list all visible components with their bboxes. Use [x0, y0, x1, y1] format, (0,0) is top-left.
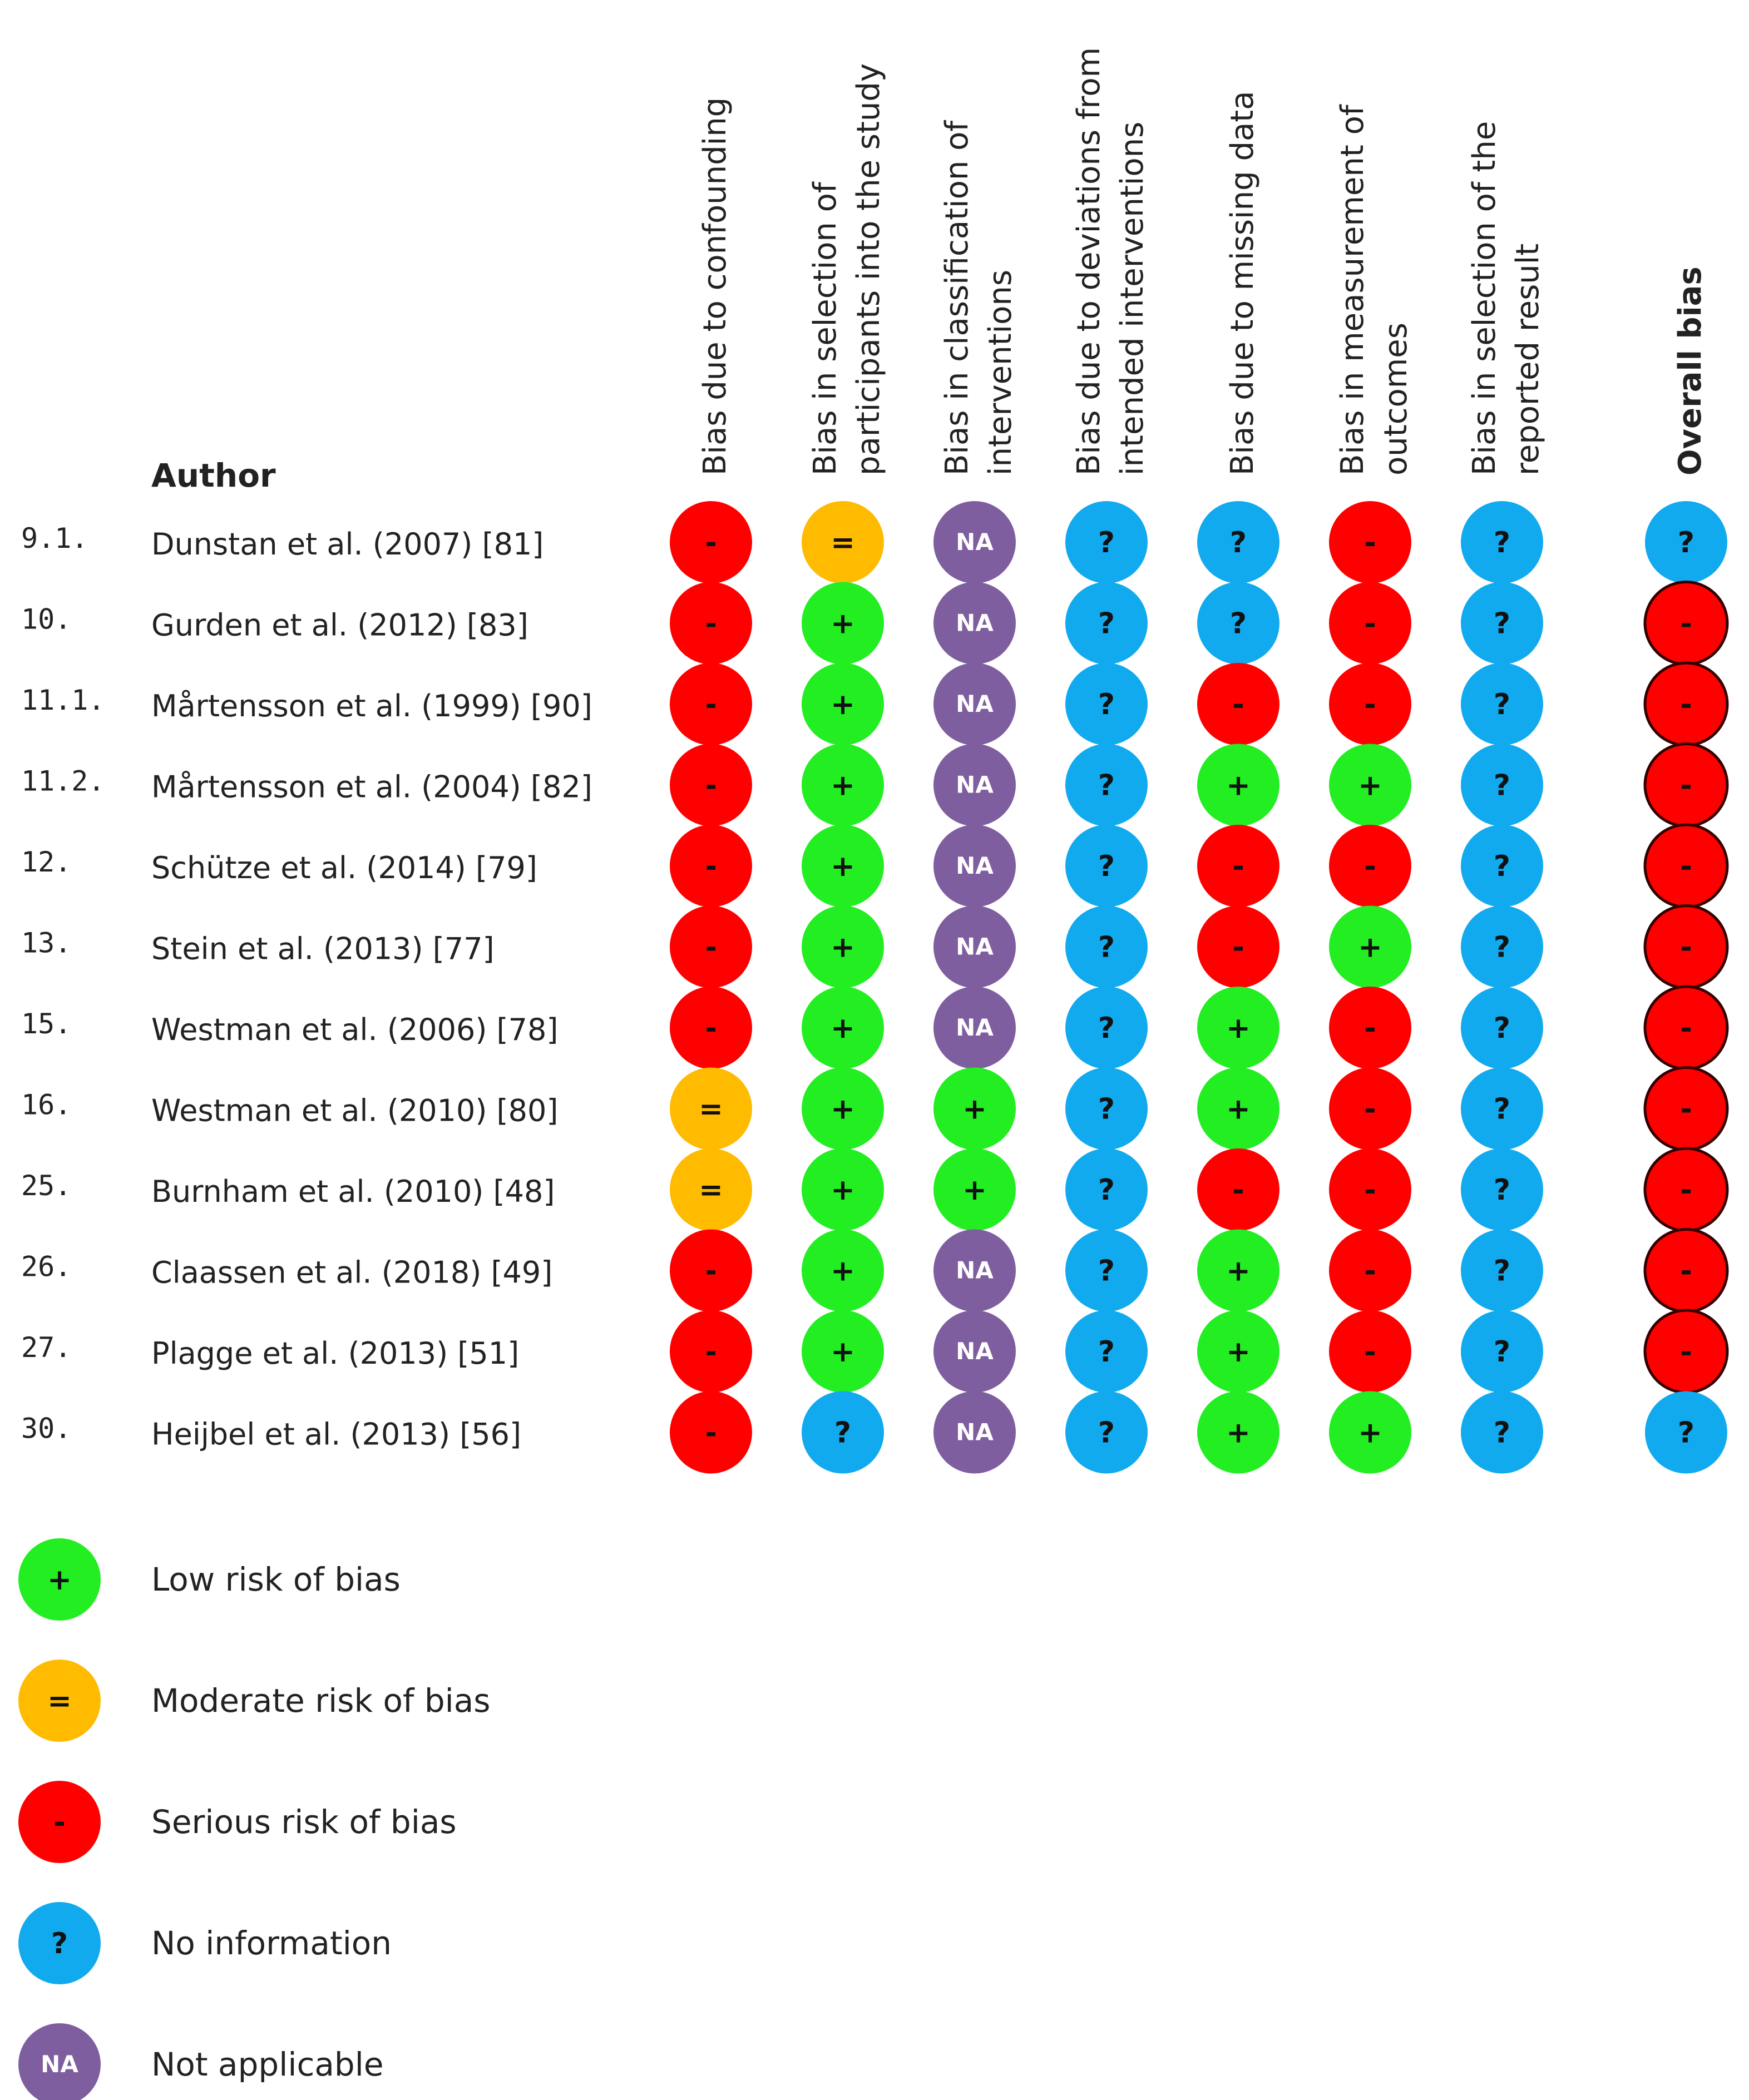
- rating-dot-low: [933, 1148, 1016, 1231]
- rating-symbol: +: [1358, 769, 1382, 803]
- domain-header-line: reported result: [1510, 243, 1546, 476]
- rating-symbol: -: [705, 769, 717, 803]
- rating-symbol: -: [1680, 607, 1692, 641]
- domain-header-bias-in-selection-of-the-reported-result: [1466, 121, 1546, 476]
- rating-dot-serious: [1645, 663, 1727, 745]
- table-row: [21, 1148, 1727, 1231]
- rating-symbol: ?: [1677, 526, 1695, 559]
- rating-symbol: -: [1680, 688, 1692, 721]
- study-author: Dunstan et al. (2007) [81]: [151, 527, 544, 562]
- study-id: 11.1.: [21, 684, 105, 716]
- rating-symbol: -: [1680, 1335, 1692, 1369]
- rating-symbol: -: [1364, 1012, 1376, 1045]
- legend-item-noinfo: [18, 1902, 392, 1984]
- rating-symbol: -: [1232, 850, 1244, 883]
- rating-symbol: NA: [956, 690, 994, 717]
- table-row: [21, 1068, 1727, 1150]
- rating-symbol: NA: [956, 933, 994, 960]
- rating-dot-low: [1197, 744, 1279, 826]
- rating-symbol: ?: [1493, 526, 1511, 559]
- rating-symbol: NA: [956, 1014, 994, 1041]
- rating-symbol: ?: [1098, 1092, 1115, 1126]
- rating-symbol: ?: [1098, 688, 1115, 721]
- legend: [18, 1538, 491, 2100]
- study-id: 27.: [21, 1331, 72, 1364]
- rating-symbol: -: [705, 930, 717, 964]
- rating-dot-serious: [1645, 1310, 1727, 1393]
- rating-dot-moderate: [670, 1148, 752, 1231]
- study-id: 16.: [21, 1088, 72, 1121]
- rating-dot-noinfo: [1065, 825, 1148, 907]
- rating-symbol: -: [1232, 930, 1244, 964]
- rating-dot-low: [802, 1068, 884, 1150]
- rating-symbol: -: [705, 688, 717, 721]
- rating-symbol: +: [831, 1254, 855, 1288]
- rating-symbol: +: [831, 1173, 855, 1207]
- rating-dot-low: [1329, 906, 1411, 988]
- rating-dot-noinfo: [1065, 906, 1148, 988]
- rating-symbol: ?: [1493, 1173, 1511, 1207]
- rating-symbol: ?: [1098, 930, 1115, 964]
- domain-header-line: Bias in selection of the: [1466, 121, 1503, 476]
- rating-symbol: -: [705, 850, 717, 883]
- rating-symbol: +: [1226, 1254, 1251, 1288]
- rating-dot-noinfo: [1065, 501, 1148, 583]
- study-author: Claassen et al. (2018) [49]: [151, 1255, 553, 1290]
- domain-header-line: Bias in selection of: [807, 182, 843, 476]
- domain-header-bias-in-measurement-of-outcomes: [1335, 104, 1414, 476]
- rating-symbol: +: [1226, 1092, 1251, 1126]
- rating-dot-serious: [1329, 1068, 1411, 1150]
- rating-dot-noinfo: [1461, 1230, 1543, 1312]
- rating-dot-low: [802, 1230, 884, 1312]
- study-id: 9.1.: [21, 522, 88, 554]
- rating-dot-serious: [1645, 987, 1727, 1069]
- legend-label: Low risk of bias: [151, 1561, 401, 1598]
- rating-dot-serious: [1329, 825, 1411, 907]
- rating-symbol: -: [1364, 850, 1376, 883]
- rating-dot-serious: [1645, 1148, 1727, 1231]
- study-id: 11.2.: [21, 765, 105, 798]
- rating-symbol: -: [1680, 1012, 1692, 1045]
- table-row: [21, 744, 1727, 826]
- rating-dot-noinfo: [1065, 582, 1148, 665]
- author-header: Author: [151, 457, 276, 494]
- rating-dot-serious: [1645, 1068, 1727, 1150]
- study-id: 10.: [21, 603, 72, 636]
- study-author: Gurden et al. (2012) [83]: [151, 607, 528, 643]
- rating-dot-serious: [670, 906, 752, 988]
- rating-symbol: +: [831, 850, 855, 883]
- rating-symbol: ?: [1098, 850, 1115, 883]
- rating-symbol: -: [1680, 850, 1692, 883]
- rating-symbol: ?: [1493, 930, 1511, 964]
- legend-item-na: [18, 2023, 384, 2100]
- rating-symbol: ?: [1098, 769, 1115, 803]
- table-row: [21, 825, 1727, 907]
- rating-dot-low: [1197, 1391, 1279, 1474]
- rating-dot-noinfo: [1065, 1148, 1148, 1231]
- rating-dot-noinfo: [1065, 987, 1148, 1069]
- rating-dot-noinfo: [1461, 501, 1543, 583]
- legend-symbol: =: [47, 1685, 72, 1718]
- legend-label: Not applicable: [151, 2045, 384, 2083]
- rating-dot-serious: [1329, 1148, 1411, 1231]
- rating-dot-noinfo: [1065, 1310, 1148, 1393]
- rating-dot-noinfo: [1461, 1310, 1543, 1393]
- study-id: 26.: [21, 1250, 72, 1283]
- study-author: Plagge et al. (2013) [51]: [151, 1336, 520, 1371]
- rating-dot-noinfo: [1065, 1230, 1148, 1312]
- rating-symbol: +: [1226, 1335, 1251, 1369]
- rating-symbol: -: [705, 1335, 717, 1369]
- domain-header-bias-in-selection-of-participants-into-the-study: [807, 63, 887, 476]
- rating-dot-na: [933, 744, 1016, 826]
- rating-dot-noinfo: [1461, 1391, 1543, 1474]
- study-id: 12.: [21, 846, 72, 878]
- rating-dot-na: [933, 1230, 1016, 1312]
- rating-dot-noinfo: [1065, 1068, 1148, 1150]
- legend-label: No information: [151, 1924, 392, 1962]
- rating-dot-low: [802, 582, 884, 665]
- table-row: [21, 1391, 1727, 1474]
- rating-dot-low: [1197, 987, 1279, 1069]
- rating-symbol: ?: [1098, 526, 1115, 559]
- domain-header-line: Bias in measurement of: [1335, 105, 1371, 476]
- rating-symbol: ?: [1098, 1173, 1115, 1207]
- rating-dot-serious: [1645, 825, 1727, 907]
- rating-symbol: ?: [1098, 1254, 1115, 1288]
- rating-dot-low: [802, 1148, 884, 1231]
- rating-symbol: NA: [956, 771, 994, 799]
- rating-dot-low: [802, 906, 884, 988]
- rating-symbol: -: [1364, 688, 1376, 721]
- domain-header-line: Overall bias: [1672, 266, 1708, 476]
- domain-header-overall-bias: [1672, 266, 1708, 476]
- rating-dot-na: [933, 663, 1016, 745]
- study-author: Heijbel et al. (2013) [56]: [151, 1416, 522, 1452]
- rating-symbol: ?: [1493, 769, 1511, 803]
- study-author: Stein et al. (2013) [77]: [151, 931, 495, 967]
- rating-dot-noinfo: [1461, 1148, 1543, 1231]
- rating-symbol: ?: [1493, 1092, 1511, 1126]
- study-author: Westman et al. (2010) [80]: [151, 1093, 559, 1128]
- rating-symbol: +: [1226, 1416, 1251, 1450]
- domain-header-line: intended interventions: [1114, 121, 1150, 476]
- rating-symbol: -: [705, 607, 717, 641]
- rating-dot-low: [802, 1310, 884, 1393]
- rating-symbol: -: [1680, 1254, 1692, 1288]
- rating-symbol: ?: [1098, 1335, 1115, 1369]
- rating-dot-low: [802, 663, 884, 745]
- rating-dot-na: [933, 987, 1016, 1069]
- legend-item-serious: [18, 1781, 457, 1863]
- rating-symbol: ?: [1098, 1012, 1115, 1045]
- rating-symbol: +: [962, 1092, 987, 1126]
- rating-symbol: ?: [1229, 526, 1247, 559]
- rating-symbol: -: [1364, 1173, 1376, 1207]
- rating-symbol: -: [1680, 769, 1692, 803]
- legend-item-low: [18, 1538, 401, 1621]
- rating-dot-na: [933, 582, 1016, 665]
- rating-dot-low: [1197, 1310, 1279, 1393]
- rating-dot-low: [933, 1068, 1016, 1150]
- rating-dot-low: [1329, 1391, 1411, 1474]
- legend-symbol: NA: [41, 2051, 78, 2078]
- study-author: Westman et al. (2006) [78]: [151, 1012, 559, 1047]
- rating-symbol: NA: [956, 528, 994, 556]
- domain-header-bias-due-to-missing-data: [1224, 91, 1261, 476]
- rating-dot-noinfo: [1461, 582, 1543, 665]
- rating-symbol: ?: [1493, 1254, 1511, 1288]
- rating-dot-noinfo: [1065, 744, 1148, 826]
- rating-dot-noinfo: [1645, 501, 1727, 583]
- rating-symbol: -: [1364, 607, 1376, 641]
- legend-item-moderate: [18, 1660, 491, 1742]
- rating-dot-low: [802, 987, 884, 1069]
- rating-dot-serious: [670, 825, 752, 907]
- rating-dot-na: [933, 825, 1016, 907]
- rating-dot-serious: [1645, 744, 1727, 826]
- rating-symbol: ?: [1677, 1416, 1695, 1450]
- rating-dot-serious: [1197, 663, 1279, 745]
- study-author: Burnham et al. (2010) [48]: [151, 1174, 555, 1209]
- domain-header-line: Bias in classification of: [939, 120, 975, 476]
- rating-symbol: -: [1364, 1254, 1376, 1288]
- rating-symbol: -: [705, 1012, 717, 1045]
- rating-symbol: NA: [956, 609, 994, 637]
- rating-dot-serious: [670, 1230, 752, 1312]
- table-row: [21, 582, 1727, 665]
- rating-symbol: ?: [1229, 607, 1247, 641]
- rating-symbol: NA: [956, 1338, 994, 1365]
- rating-symbol: +: [831, 688, 855, 721]
- rating-symbol: -: [705, 1416, 717, 1450]
- rating-dot-serious: [1197, 906, 1279, 988]
- domain-header-line: Bias due to confounding: [697, 97, 733, 476]
- rating-symbol: +: [831, 930, 855, 964]
- rating-symbol: -: [1680, 1092, 1692, 1126]
- legend-symbol: ?: [51, 1927, 68, 1960]
- rating-symbol: -: [1364, 526, 1376, 559]
- rating-dot-noinfo: [1461, 825, 1543, 907]
- rating-dot-serious: [670, 582, 752, 665]
- rating-dot-noinfo: [1461, 663, 1543, 745]
- rating-symbol: +: [831, 769, 855, 803]
- rating-symbol: -: [1232, 688, 1244, 721]
- rating-symbol: =: [699, 1092, 723, 1126]
- legend-label: Serious risk of bias: [151, 1803, 457, 1841]
- rating-symbol: ?: [1493, 688, 1511, 721]
- rating-dot-na: [933, 501, 1016, 583]
- rating-symbol: =: [699, 1173, 723, 1207]
- rating-symbol: -: [1680, 930, 1692, 964]
- rating-symbol: ?: [1098, 607, 1115, 641]
- rating-dot-serious: [1197, 1148, 1279, 1231]
- rating-symbol: +: [1226, 769, 1251, 803]
- rating-dot-serious: [670, 987, 752, 1069]
- rating-dot-serious: [1329, 501, 1411, 583]
- domain-header-line: outcomes: [1378, 323, 1414, 476]
- rating-symbol: ?: [1493, 1416, 1511, 1450]
- rating-dot-serious: [1645, 1230, 1727, 1312]
- rating-symbol: NA: [956, 1256, 994, 1284]
- rating-dot-serious: [1329, 987, 1411, 1069]
- study-id: 25.: [21, 1170, 72, 1202]
- rating-dot-moderate: [670, 1068, 752, 1150]
- rating-symbol: ?: [1493, 850, 1511, 883]
- domain-header-bias-in-classification-of-interventions: [939, 120, 1019, 476]
- rating-symbol: +: [1358, 1416, 1382, 1450]
- rating-symbol: ?: [1493, 1335, 1511, 1369]
- table-row: [21, 501, 1727, 583]
- rating-dot-low: [802, 825, 884, 907]
- rating-dot-serious: [670, 1391, 752, 1474]
- domain-header-line: participants into the study: [851, 63, 887, 476]
- domain-header-bias-due-to-deviations-from-intended-interventions: [1071, 47, 1150, 476]
- study-author: Schütze et al. (2014) [79]: [151, 850, 537, 885]
- rating-symbol: ?: [1493, 607, 1511, 641]
- table-row: [21, 906, 1727, 988]
- rating-dot-noinfo: [802, 1391, 884, 1474]
- rating-dot-noinfo: [1197, 582, 1279, 665]
- rating-symbol: -: [705, 526, 717, 559]
- rating-dot-na: [933, 1391, 1016, 1474]
- rating-symbol: NA: [956, 852, 994, 879]
- rating-symbol: -: [705, 1254, 717, 1288]
- rating-dot-low: [1197, 1068, 1279, 1150]
- study-author: Mårtensson et al. (1999) [90]: [151, 689, 592, 724]
- rating-symbol: -: [1364, 1092, 1376, 1126]
- rating-dot-serious: [1329, 1310, 1411, 1393]
- rating-dot-noinfo: [1461, 1068, 1543, 1150]
- rating-symbol: +: [831, 1012, 855, 1045]
- rating-dot-moderate: [802, 501, 884, 583]
- rating-dot-serious: [1645, 906, 1727, 988]
- rating-symbol: +: [831, 1092, 855, 1126]
- rating-dot-noinfo: [1461, 744, 1543, 826]
- rating-symbol: ?: [1493, 1012, 1511, 1045]
- rating-dot-low: [1329, 744, 1411, 826]
- legend-symbol: -: [53, 1806, 66, 1839]
- rating-dot-noinfo: [1461, 987, 1543, 1069]
- domain-header-line: interventions: [982, 269, 1019, 476]
- legend-symbol: +: [47, 1563, 72, 1597]
- rating-dot-low: [1197, 1230, 1279, 1312]
- rating-symbol: NA: [956, 1418, 994, 1446]
- table-row: [21, 663, 1727, 745]
- rating-dot-serious: [670, 744, 752, 826]
- domain-header-line: Bias due to deviations from: [1071, 47, 1107, 476]
- rating-dot-low: [802, 744, 884, 826]
- rating-symbol: -: [1680, 1173, 1692, 1207]
- rating-dot-serious: [1329, 582, 1411, 665]
- rating-dot-na: [933, 1310, 1016, 1393]
- rating-dot-serious: [1329, 663, 1411, 745]
- legend-label: Moderate risk of bias: [151, 1682, 491, 1720]
- rating-symbol: +: [962, 1173, 987, 1207]
- rating-symbol: ?: [1098, 1416, 1115, 1450]
- rating-dot-noinfo: [1065, 1391, 1148, 1474]
- study-id: 13.: [21, 927, 72, 959]
- rating-symbol: =: [831, 526, 855, 559]
- rating-symbol: -: [1364, 1335, 1376, 1369]
- rating-symbol: +: [831, 1335, 855, 1369]
- rating-symbol: -: [1232, 1173, 1244, 1207]
- table-row: [21, 987, 1727, 1069]
- study-id: 30.: [21, 1412, 72, 1445]
- rating-symbol: +: [1226, 1012, 1251, 1045]
- domain-header-bias-due-to-confounding: [697, 97, 733, 476]
- rating-dot-serious: [1197, 825, 1279, 907]
- domain-header-line: Bias due to missing data: [1224, 91, 1261, 476]
- rating-dot-serious: [1329, 1230, 1411, 1312]
- rating-dot-serious: [670, 501, 752, 583]
- study-author: Mårtensson et al. (2004) [82]: [151, 769, 592, 805]
- rating-dot-serious: [1645, 582, 1727, 665]
- rating-dot-noinfo: [1065, 663, 1148, 745]
- rating-dot-noinfo: [1197, 501, 1279, 583]
- rating-dot-serious: [670, 663, 752, 745]
- table-row: [21, 1310, 1727, 1393]
- rating-dot-serious: [670, 1310, 752, 1393]
- table-row: [21, 1230, 1727, 1312]
- rating-dot-na: [933, 906, 1016, 988]
- rating-symbol: +: [831, 607, 855, 641]
- rating-symbol: +: [1358, 930, 1382, 964]
- study-id: 15.: [21, 1008, 72, 1040]
- rating-dot-noinfo: [1645, 1391, 1727, 1474]
- rating-dot-noinfo: [1461, 906, 1543, 988]
- rating-symbol: ?: [834, 1416, 852, 1450]
